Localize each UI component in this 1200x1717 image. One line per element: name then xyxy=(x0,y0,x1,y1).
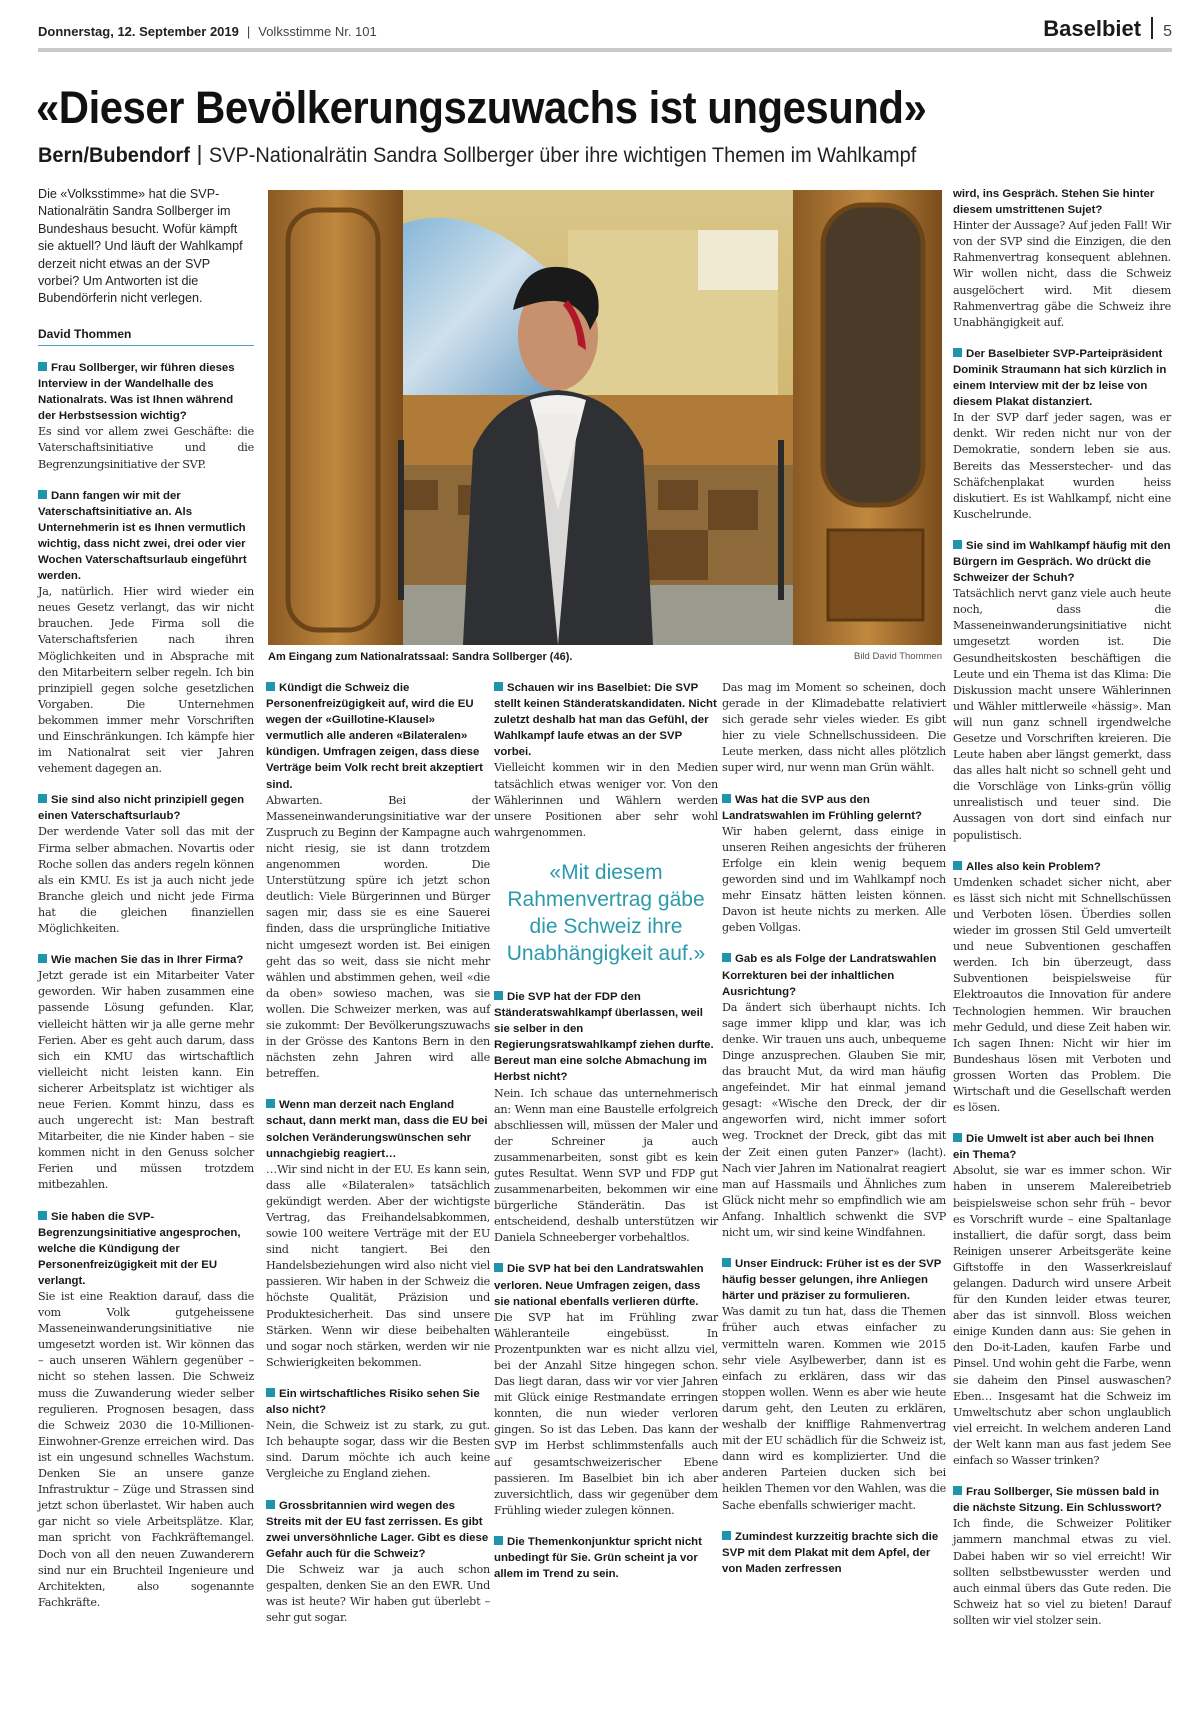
question: Alles also kein Problem? xyxy=(953,859,1171,875)
qa-block xyxy=(722,680,946,777)
question: Die SVP hat der FDP den Ständeratswahlkampf überlassen, weil sie selber in den Regierungsratswahlkampf ziehen durfte. Bereut man eine solche Abmachung im Herbst nicht? xyxy=(494,990,714,1084)
parliament-chamber-photo xyxy=(268,190,942,645)
qa-block xyxy=(266,1097,490,1371)
column-5 xyxy=(953,186,1171,1644)
answer: Ja, natürlich. Hier wird wieder ein neues Gesetz verlangt, das wir nicht brauchen. Jede Firma soll die Vaterschaftsferien nach ihren Möglichkeiten und in Absprache mit den Mitarbeitern selber regeln. Ich bin prinzipiell gegen solche gesetzlichen Vorgaben. Die Unternehmen bekommen immer mehr Vorschriften und Einschränkungen. Ich kämpfe hier im Nationalrat seit vier Jahren vehement dagegen an. xyxy=(38,585,254,776)
separator-bar xyxy=(1151,17,1153,39)
section-name: Baselbiet xyxy=(1043,16,1142,41)
photo-credit: Bild David Thommen xyxy=(853,651,942,662)
qa-block xyxy=(38,952,254,1193)
qa-block xyxy=(38,1209,254,1611)
masthead-right xyxy=(1043,16,1172,42)
answer: Sie ist eine Reaktion darauf, dass die vom Volk gutgeheissene Masseneinwanderungsinitiative nie umgesetzt worden ist. Wir können das – auch unseren Wählern gegenüber – nicht so stehen lassen. Die Schweiz muss die Zuwanderung wieder selber regulieren. Prognosen besagen, dass die Schweiz 2030 die 10-Millionen-Einwohner-Grenze erreichen wird. Das ist ein ungesund schnelles Wachstum. Denken Sie an unsere ganze Infrastruktur – Züge und Strassen sind jetzt schon überlastet. Wir haben auch gar nicht so viele Arbeitsplätze. Klar, man spricht von Fachkräftemangel. Doch von all den neuen Zuwanderern sind nur ein Bruchteil Ingenieure und Architekten, also sogenannte Fachkräfte. xyxy=(38,1290,254,1609)
question: Wenn man derzeit nach England schaut, dann merkt man, dass die EU bei solchen Veränderungswünschen sehr unnachgiebig reagiert… xyxy=(266,1099,488,1160)
question: Sie sind im Wahlkampf häufig mit den Bürgern im Gespräch. Wo drückt die Schweizer der Schuh? xyxy=(953,539,1171,585)
qa-block xyxy=(722,792,946,937)
qa-block xyxy=(953,346,1171,523)
square-bullet-icon xyxy=(38,954,47,963)
square-bullet-icon xyxy=(722,1258,731,1267)
answer: …Wir sind nicht in der EU. Es kann sein, dass alle «Bilateralen» tatsächlich gekündigt werden. Aber der wichtigste Vertrag, das Freihandelsabkommen, sowie 100 weitere Verträge mit der EU sind nicht tangiert. Bei den Handelsbeziehungen wird also nicht viel passieren. Wir haben in der Schweiz die höchste Qualität, Präzision und Produktesicherheit. Das sind unsere Stärken. Wenn wir diese beibehalten und sogar noch stärken, werden wir nie Schwierigkeiten bekommen. xyxy=(266,1162,490,1369)
author-byline: David Thommen xyxy=(38,326,254,346)
qa-block xyxy=(953,1484,1171,1629)
page-number: 5 xyxy=(1163,23,1172,40)
square-bullet-icon xyxy=(266,1099,275,1108)
square-bullet-icon xyxy=(953,1133,962,1142)
square-bullet-icon xyxy=(494,991,503,1000)
qa-block xyxy=(266,1386,490,1483)
square-bullet-icon xyxy=(953,540,962,549)
headline: «Dieser Bevölkerungszuwachs ist ungesund» xyxy=(36,82,927,133)
square-bullet-icon xyxy=(266,1500,275,1509)
question: Unser Eindruck: Früher ist es der SVP häufig besser gelungen, ihre Anliegen härter und präziser zu formulieren. xyxy=(722,1258,942,1303)
question: Was hat die SVP aus den Landratswahlen im Frühling gelernt? xyxy=(722,793,922,822)
answer: Nein, die Schweiz ist zu stark, zu gut. Ich behaupte sogar, dass wir die Besten sind. Darum möchte ich auch keine Vergleiche zu England ziehen. xyxy=(266,1419,490,1481)
qa-block xyxy=(494,680,718,841)
answer: Die Schweiz war ja auch schon gespalten, denken Sie an den EWR. Und was ist heute? Wir haben gut überlebt – sehr gut sogar. xyxy=(266,1562,490,1625)
answer: Tatsächlich nervt ganz viele auch heute noch, dass die Masseneinwanderungsinitiative nicht umgesetzt worden ist. Die Gesundheitskosten beschäftigen die Leute und ein Thema ist das Klima: Die Diskussion macht unsere Wählerinnen und Wähler mittlerweile «hässig». Man will nun ganz schnell irgendwelche Gesetze und Vorschriften kreieren. Die Leute haben aber längst gemerkt, dass das alles halt nicht so schnell geht und die Vorschläge von Links-grün völlig unrealistisch und teuer sind. Die Aussagen von dort sind einfach nur populistisch. xyxy=(953,587,1171,842)
qa-block xyxy=(722,1256,946,1514)
qa-block xyxy=(38,792,254,937)
answer: Was damit zu tun hat, dass die Themen früher auch etwas einfacher zu vermitteln waren. Kommen wie 2015 sehr viele Asylbewerber, dann ist es einfach zu erklären, dass wir das stoppen wollen. Wenn es aber wie heute darum geht, den Leuten zu erklären, weshalb der knifflige Rahmenvertrag mit der EU schädlich für die Schweiz ist, dann wird es komplizierter. Und die anderen Parteien ducken sich bei heiklen Themen vor den Wahlen, was die Sache ebenfalls schwieriger macht. xyxy=(722,1305,946,1512)
column-3 xyxy=(494,680,718,1597)
question: Die SVP hat bei den Landratswahlen verloren. Neue Umfragen zeigen, dass sie national ebenfalls verlieren dürfte. xyxy=(494,1263,704,1308)
square-bullet-icon xyxy=(722,953,731,962)
question: Die Themenkonjunktur spricht nicht unbedingt für Sie. Grün scheint ja vor allem im Trend zu sein. xyxy=(494,1535,702,1581)
question: Sie sind also nicht prinzipiell gegen einen Vaterschaftsurlaub? xyxy=(38,794,245,823)
answer: Die SVP hat im Frühling zwar Wähleranteile eingebüsst. In Prozentpunkten war es nicht allzu viel, bei der Anzahl Sitze hingegen schon. Das liegt daran, dass wir vor vier Jahren mit Glück einige Restmandate erringen konnten, die nun wieder verloren gingen. So ist das Leben. Das kann der SVP im Herbst schlimmstenfalls auch auf gesamtschweizerischer Ebene passieren. Im Baselbiet bin ich aber zuversichtlich, dass wir gegenüber dem Frühling wieder zulegen können. xyxy=(494,1310,718,1517)
square-bullet-icon xyxy=(953,1486,962,1495)
answer: Da ändert sich überhaupt nichts. Ich sage immer klipp und klar, was ich denke. Wir trauen uns auch, unbequeme Dinge anzusprechen. Glauben Sie mir, das braucht Mut, da wird man häufig angefeindet. Mir hat einmal jemand gesagt: «Wische den Dreck, der dir angeworfen wird, nicht immer sofort weg. Trocknet der Dreck, gibt das mit der Zeit einen guten Panzer» (lacht). Nach vier Jahren im Nationalrat reagiert man auf Hassmails und Ähnliches zum Glück nicht mehr so empfindlich wie am Anfang. Inhaltlich schwenkt die SVP nicht um, wir sind keine Windfahnen. xyxy=(722,1000,946,1239)
qa-block xyxy=(494,989,718,1247)
qa-block xyxy=(494,1261,718,1519)
answer: Ich finde, die Schweizer Politiker jammern manchmal etwas zu viel. Dabei haben wir so viel erreicht! Wir sollten selbstbewusster werden und auch einmal übers das Gute reden. Die Schweiz hat so viel zu bieten! Darauf sollten wir viel stolzer sein. xyxy=(953,1517,1171,1627)
pull-quote: «Mit diesem Rahmenvertrag gäbe die Schweiz ihre Unabhängigkeit auf.» xyxy=(506,860,706,965)
qa-block xyxy=(266,1498,490,1627)
question: Die Umwelt ist aber auch bei Ihnen ein Thema? xyxy=(953,1133,1154,1162)
square-bullet-icon xyxy=(494,1263,503,1272)
square-bullet-icon xyxy=(38,794,47,803)
separator: | xyxy=(246,24,251,39)
dek: SVP-Nationalrätin Sandra Sollberger über ihre wichtigen Themen im Wahlkampf xyxy=(208,144,917,167)
qa-block xyxy=(266,680,490,1082)
issue-date: Donnerstag, 12. September 2019 xyxy=(38,24,239,39)
question: Sie haben die SVP-Begrenzungsinitiative angesprochen, welche die Kündigung der Personenfreizügigkeit mit der EU verlangt. xyxy=(38,1210,241,1287)
article-photo xyxy=(268,190,942,645)
square-bullet-icon xyxy=(38,490,47,499)
qa-block xyxy=(722,1529,946,1577)
question: Frau Sollberger, wir führen dieses Interview in der Wandelhalle des Nationalrats. Was ist Ihnen während der Herbstsession wichtig? xyxy=(38,361,235,423)
dateline-location: Bern/Bubendorf xyxy=(38,144,190,167)
qa-block xyxy=(953,1131,1171,1469)
qa-block xyxy=(494,1534,718,1582)
answer: Nein. Ich schaue das unternehmerisch an: Wenn man eine Baustelle erfolgreich abschliessen will, müssen der Maler und der Schreiner ja auch zusammenarbeiten, sonst gibt es kein gutes Resultat. Wenn SVP und FDP gut zusammenarbeiten, bekommen wir eine bürgerliche Ständerätin. Das ist entscheidend, deshalb unterstützen wir Daniela Schneeberger vorbehaltlos. xyxy=(494,1086,718,1245)
square-bullet-icon xyxy=(266,1388,275,1397)
question: Grossbritannien wird wegen des Streits mit der EU fast zerrissen. Es gibt zwei unversöhnliche Lager. Gibt es diese Gefahr auch für die Schweiz? xyxy=(266,1499,489,1560)
square-bullet-icon xyxy=(494,682,503,691)
answer: Vielleicht kommen wir in den Medien tatsächlich etwas weniger vor. Von den Wählerinnen und Wählern werden unsere Positionen aber sehr wohl wahrgenommen. xyxy=(494,761,718,839)
answer: Der werdende Vater soll das mit der Firma selber abmachen. Novartis oder Roche sollen das anders regeln können als ein KMU. Es ist ja auch nicht jede Branche gleich und nicht jede Firma hat die gleichen finanziellen Möglichkeiten. xyxy=(38,825,254,936)
answer: In der SVP darf jeder sagen, was er denkt. Wir reden nicht nur von der Demokratie, sondern leben sie aus. Bereits das Messerstecher- und das Schäfchenplakat wurden heiss diskutiert. Es ist Wahlkampf, nicht eine Kuschelrunde. xyxy=(953,411,1171,521)
square-bullet-icon xyxy=(38,1211,47,1220)
question: Kündigt die Schweiz die Personenfreizügigkeit auf, wird die EU wegen der «Guillotine-Klausel» vermutlich alle anderen «Bilateralen» kündigen. Umfragen zeigen, dass diese Verträge beim Volk recht breit akzeptiert sind. xyxy=(266,682,483,791)
question: Ein wirtschaftliches Risiko sehen Sie also nicht? xyxy=(266,1387,480,1417)
qa-block xyxy=(38,360,254,473)
issue-number: Volksstimme Nr. 101 xyxy=(258,24,377,39)
answer: Das mag im Moment so scheinen, doch gerade in der Klimadebatte relativiert sich gerade sehr vieles wieder. Es gibt hier zu viele Schnellschussideen. Die Leute merken, dass nicht alles plötzlich super wird, nur wenn man Grün wählt. xyxy=(722,681,946,775)
answer: Hinter der Aussage? Auf jeden Fall! Wir von der SVP sind die Einzigen, die den Rahmenvertrag konsequent ablehnen. Wir wollen nicht, dass die Schweiz ausgelöchert wird. Mit diesem Rahmenvertrag gäbe die Schweiz ihre Unabhängigkeit auf. xyxy=(953,219,1171,329)
square-bullet-icon xyxy=(722,1531,731,1540)
qa-block xyxy=(953,186,1171,331)
question: Dann fangen wir mit der Vaterschaftsinitiative an. Als Unternehmerin ist es Ihnen vermutlich wichtig, dass nicht zwei, drei oder vier Wochen Vaterschaftsurlaub eingeführt werden. xyxy=(38,489,247,583)
column-1 xyxy=(38,186,254,1626)
answer: Wir haben gelernt, dass einige in unseren Reihen angesichts der früheren Erfolge ein klein wenig bequem geworden sind und im Wahlkampf noch mehr Einsatz hätten leisten können. Davon ist heute nichts zu merken. Alle geben Vollgas. xyxy=(722,824,946,935)
subheadline xyxy=(38,144,916,168)
answer: Jetzt gerade ist ein Mitarbeiter Vater geworden. Wir haben zusammen eine passende Lösung gefunden. Klar, vielleicht hätten wir ja alle gerne mehr Ferien. Aber es geht auch darum, dass sich ein KMU das wirtschaftlich vielleicht nicht leisten kann. Ein sicherer Arbeitsplatz ist wichtiger als neue Ferien. Kommt hinzu, dass es auch ungerecht ist: Man bestraft Mitarbeiter, die nie Kinder haben – sie kommen nicht in den Genuss solcher Ferien und müssen trotzdem mitbezahlen. xyxy=(38,969,254,1192)
separator-bar xyxy=(198,145,200,165)
qa-block xyxy=(953,859,1171,1117)
square-bullet-icon xyxy=(38,362,47,371)
question: Wie machen Sie das in Ihrer Firma? xyxy=(38,952,254,968)
column-2 xyxy=(266,680,490,1641)
answer: Absolut, sie war es immer schon. Wir haben in unserem Malereibetrieb beispielsweise schon sehr früh – bevor es Vorschrift wurde – eine Spaltanlage installiert, die dafür sorgt, dass beim Reinigen unserer Arbeitsgeräte keine Giftstoffe in den Wasserkreislauf gelangen. Dadurch wird unsere Arbeit für den Kunden leider etwas teurer, aber das ist sinnvoll. Bloss weichen einige Kunden dann aus: Sie gehen in den Do-it-Laden, kaufen Farbe und Pinsel. Und wohin geht die Farbe, wenn sie daheim den Pinsel auswaschen? Eben… Insgesamt hat die Schweiz im Umweltschutz aber schon unglaublich viel erreicht. In welchem anderen Land der Welt kann man aus fast jedem See einfach so Wasser trinken? xyxy=(953,1164,1171,1468)
qa-block xyxy=(722,951,946,1241)
intro-lede: Die «Volksstimme» hat die SVP-Nationalrätin Sandra Sollberger im Bundeshaus besucht. Wofür kämpft sie aktuell? Und läuft der Wahlkampf derzeit nicht etwas an der SVP vorbei? Um Antworten ist die Bubendörferin nicht verlegen. xyxy=(38,187,243,306)
column-4 xyxy=(722,680,946,1592)
question: Schauen wir ins Baselbiet: Die SVP stellt keinen Ständeratskandidaten. Nicht zuletzt deshalb hat man das Gefühl, der Wahlkampf laufe etwas an der SVP vorbei. xyxy=(494,682,717,759)
square-bullet-icon xyxy=(266,682,275,691)
qa-block xyxy=(953,538,1171,844)
question: Zumindest kurzzeitig brachte sich die SVP mit dem Plakat mit dem Apfel, der von Maden zerfressen xyxy=(722,1530,939,1575)
square-bullet-icon xyxy=(953,348,962,357)
square-bullet-icon xyxy=(722,794,731,803)
answer: Es sind vor allem zwei Geschäfte: die Vaterschaftsinitiative und die Begrenzungsinitiative der SVP. xyxy=(38,425,254,471)
square-bullet-icon xyxy=(953,861,962,870)
photo-caption xyxy=(268,651,942,663)
square-bullet-icon xyxy=(494,1536,503,1545)
answer: Umdenken schadet sicher nicht, aber es lässt sich nicht mit Schnellschüssen und Verboten lösen. Überdies sollen wieder im grossen Stil Geld umverteilt und neue Subventionen geschaffen werden. Ich bin überzeugt, dass Subventionen beispielsweise für Elektroautos die Innovation für andere Technologien hemmen. Wir brauchen mehr Geduld, und diese Zeit haben wir. Ich sagen Ihnen: Nicht wir hier im Bundeshaus lösen mit Verboten und grossen Worten das Problem. Die Wirtschaft und die Gesellschaft werden es lösen. xyxy=(953,875,1171,1115)
question: Der Baselbieter SVP-Parteipräsident Dominik Straumann hat sich kürzlich in einem Interview mit der bz leise von diesem Plakat distanziert. xyxy=(953,347,1167,409)
masthead-left xyxy=(38,24,377,39)
caption-text: Am Eingang zum Nationalratssaal: Sandra Sollberger (46). xyxy=(268,651,573,663)
question-continued: wird, ins Gespräch. Stehen Sie hinter diesem umstrittenen Sujet? xyxy=(953,188,1155,217)
qa-block xyxy=(38,488,254,778)
masthead xyxy=(38,18,1172,52)
answer: Abwarten. Bei der Masseneinwanderungsinitiative war der Zuspruch zu Beginn der Kampagne auch nicht riesig, sie ist dann trotzdem angenommen worden. Die Unterstützung spüre ich jetzt schon deutlich: Viele Bürgerinnen und Bürger sagen mir, dass sie es eine Sauerei finden, dass die ursprüngliche Initiative nicht umgesezt worden ist. Bei einigen geht das so weit, dass sie nicht mehr wählen und abstimmen gehen, weil «die da oben» sowieso machen, was sie wollen. Die Schweizer merken, was auf sie zukommt: Der Bevölkerungszuwachs in der Grösse des Kantons Bern in den nächsten zehn Jahren wird alle betreffen. xyxy=(266,793,490,1081)
question: Gab es als Folge der Landratswahlen Korrekturen bei der inhaltlichen Ausrichtung? xyxy=(722,953,937,998)
question: Frau Sollberger, Sie müssen bald in die nächste Sitzung. Ein Schlusswort? xyxy=(953,1486,1162,1515)
